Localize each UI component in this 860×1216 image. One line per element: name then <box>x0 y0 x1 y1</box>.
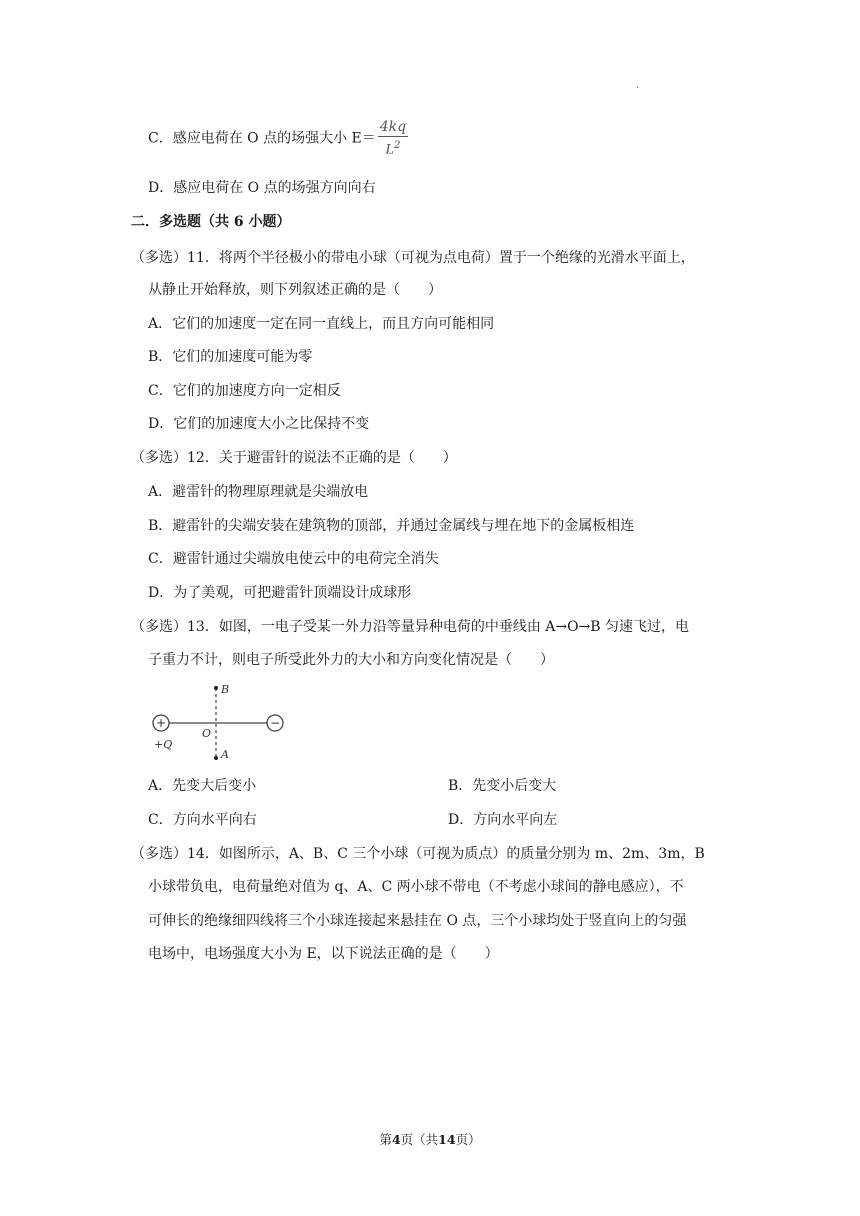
positive-charge-sign: + <box>155 716 167 730</box>
q12-option-c: C．避雷针通过尖端放电使云中的电荷完全消失 <box>148 551 439 567</box>
q14-line1: （多选）14．如图所示，A、B、C 三个小球（可视为质点）的质量分别为 m、2m、3m，B <box>131 846 705 862</box>
q10-option-c-text: C．感应电荷在 O 点的场强大小 E＝ <box>148 130 376 147</box>
q14-line4: 电场中，电场强度大小为 E，以下说法正确的是（ ） <box>148 946 499 962</box>
q10-option-d: D．感应电荷在 O 点的场强方向向右 <box>148 180 376 196</box>
q13-option-c: C．方向水平向右 <box>148 812 257 828</box>
q11-option-a: A．它们的加速度一定在同一直线上，而且方向可能相同 <box>148 316 495 332</box>
q10-option-c <box>148 118 408 159</box>
q11-option-b: B．它们的加速度可能为零 <box>148 349 313 365</box>
current-page-number: 4 <box>391 1132 401 1147</box>
q13-option-b: B．先变小后变大 <box>448 778 557 794</box>
label-a: A <box>221 748 229 761</box>
label-o: O <box>202 727 212 740</box>
field-strength-fraction <box>378 118 408 159</box>
q13-option-a: A．先变大后变小 <box>148 778 257 794</box>
q13-option-d: D．方向水平向左 <box>448 812 558 828</box>
q11-stem-line1: （多选）11．将两个半径极小的带电小球（可视为点电荷）置于一个绝缘的光滑水平面上， <box>131 250 695 266</box>
point-a-dot <box>214 756 218 760</box>
point-b-dot <box>214 686 218 690</box>
q12-option-a: A．避雷针的物理原理就是尖端放电 <box>148 484 369 500</box>
q12-option-d: D．为了美观，可把避雷针顶端设计成球形 <box>148 585 412 601</box>
q14-line3: 可伸长的绝缘细四线将三个小球连接起来悬挂在 O 点，三个小球均处于竖直向上的匀强 <box>148 913 687 929</box>
q11-option-d: D．它们的加速度大小之比保持不变 <box>148 416 370 432</box>
q11-option-c: C．它们的加速度方向一定相反 <box>148 383 341 399</box>
q12-stem: （多选）12．关于避雷针的说法不正确的是（ ） <box>131 450 457 466</box>
header-mark: . <box>636 80 640 91</box>
fraction-numerator: 4kq <box>379 119 407 135</box>
label-plus-q: +Q <box>154 738 173 751</box>
q13-stem-line1: （多选）13．如图，一电子受某一外力沿等量异种电荷的中垂线由 A→O→B 匀速飞过，电 <box>131 619 690 635</box>
q12-option-b: B．避雷针的尖端安装在建筑物的顶部，并通过金属线与埋在地下的金属板相连 <box>148 518 635 534</box>
q14-line2: 小球带负电，电荷量绝对值为 q、A、C 两小球不带电（不考虑小球间的静电感应），不 <box>148 879 684 895</box>
total-pages-number: 14 <box>438 1132 456 1147</box>
negative-charge-sign: − <box>269 716 281 730</box>
label-b: B <box>221 683 230 696</box>
q13-stem-line2: 子重力不计，则电子所受此外力的大小和方向变化情况是（ ） <box>148 652 554 668</box>
q11-stem-line2: 从静止开始释放，则下列叙述正确的是（ ） <box>148 282 442 298</box>
q13-figure <box>146 680 296 766</box>
section-title: 二．多选题（共 6 小题） <box>131 214 291 230</box>
fraction-denominator: $L^2$ <box>385 140 401 158</box>
page-footer: 第4页（共14页） <box>379 1132 481 1147</box>
